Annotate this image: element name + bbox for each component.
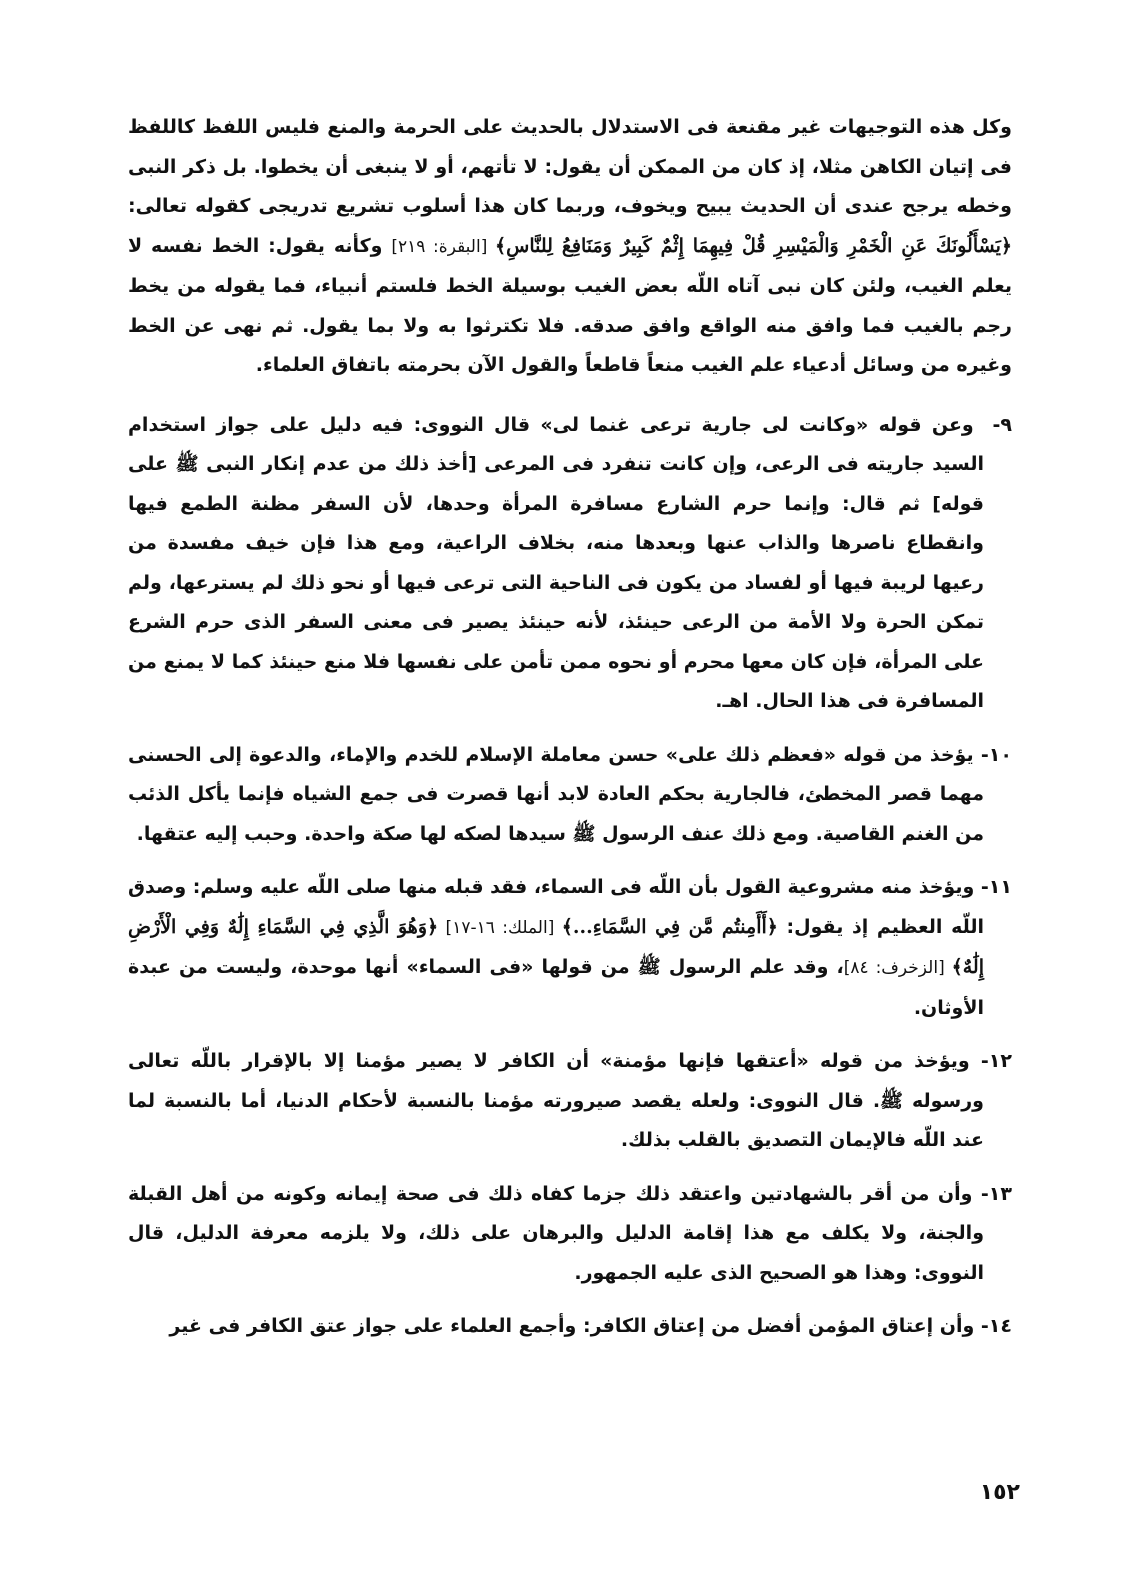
quran-verse-mulk: ﴿أَأَمِنتُم مَّن فِي السَّمَاءِ...﴾: [561, 915, 778, 938]
item-number: ١٢-: [980, 1050, 1012, 1072]
item-text: وأن إعتاق المؤمن أفضل من إعتاق الكافر: وأجمع العلماء على جواز عتق الكافر فى غير: [169, 1315, 975, 1337]
item-number: ١٠-: [980, 743, 1012, 766]
item-number: ١٤-: [980, 1315, 1012, 1337]
list-item-9: [128, 406, 1012, 722]
list-item-11: [128, 868, 1012, 1028]
item-number: ١٣-: [980, 1182, 1012, 1205]
item-text: ويؤخذ من قوله «أعتقها فإنها مؤمنة» أن الكافر لا يصير مؤمنا إلا بالإقرار باللّه تعالى ورسوله ﷺ. قال النووى: ولعله يقصد صيرورته مؤمنا بالنسبة لأحكام الدنيا، أما بالنسبة لما عند اللّه فالإيمان التصديق بالقلب بذلك.: [128, 1050, 984, 1151]
intro-paragraph: [128, 108, 1012, 386]
verse-reference-mulk: [الملك: ١٦-١٧]: [438, 917, 562, 938]
list-item-12: [128, 1042, 1012, 1161]
item-number: ١١-: [980, 876, 1012, 898]
item-text-after: ، وقد علم الرسول ﷺ من قولها «فى السماء» أنها موحدة، وليست من عبدة الأوثان.: [128, 956, 984, 1019]
page-number: ١٥٢: [979, 1480, 1020, 1505]
intro-text-part1: وكل هذه التوجيهات غير مقنعة فى الاستدلال بالحديث على الحرمة والمنع فليس اللفظ كاللفظ فى إتيان الكاهن مثلا، إذ كان من الممكن أن يقول: لا تأتهم، أو لا ينبغى أن يخطوا. بل ذكر النبى وخطه يرجح عندى أن الحديث يبيح ويخوف، وربما كان هذا أسلوب تشريع تدريجى كقوله تعالى:: [128, 116, 1012, 217]
item-number: ٩-: [992, 413, 1013, 436]
verse-reference-zukhruf: [الزخرف: ٨٤]: [843, 958, 952, 978]
item-text: وأن من أقر بالشهادتين واعتقد ذلك جزما كفاه ذلك فى صحة إيمانه وكونه من أهل القبلة والجنة، ولا يكلف مع هذا إقامة الدليل والبرهان على ذلك، ولا يلزمه معرفة الدليل، قال النووى: وهذا هو الصحيح الذى عليه الجمهور.: [128, 1182, 984, 1284]
list-item-13: [128, 1175, 1012, 1294]
list-item-14: [128, 1307, 1012, 1347]
verse-reference-baqarah: [البقرة: ٢١٩]: [391, 236, 496, 257]
item-text-before: ويؤخذ منه مشروعية القول بأن اللّه فى السماء، فقد قبله منها صلى اللّه عليه وسلم: وصدق اللّه العظيم إذ يقول:: [128, 876, 984, 938]
page-body: [128, 108, 1012, 1361]
list-item-10: [128, 736, 1012, 855]
quran-verse-baqarah: ﴿يَسْأَلُونَكَ عَنِ الْخَمْرِ وَالْمَيْسِرِ قُلْ فِيهِمَا إِثْمٌ كَبِيرٌ وَمَنَافِعُ لِلنَّاسِ﴾: [495, 234, 1012, 257]
quran-verse-zukhruf: ﴿وَهُوَ الَّذِي فِي السَّمَاءِ إِلَٰهٌ وَفِي الْأَرْضِ إِلَٰهٌ﴾: [128, 915, 984, 978]
item-text: وعن قوله «وكانت لى جارية ترعى غنما لى» قال النووى: فيه دليل على جواز استخدام السيد جاريته فى الرعى، وإن كانت تنفرد فى المرعى [أخذ ذلك من عدم إنكار النبى ﷺ على قوله] ثم قال: وإنما حرم الشارع مسافرة المرأة وحدها، لأن السفر مظنة الطمع فيها وانقطاع ناصرها والذاب عنها وبعدها منه، بخلاف الراعية، ومع هذا فإن خيف مفسدة من رعيها لريبة فيها أو لفساد من يكون فى الناحية التى ترعى فيها أو نحو ذلك لم يسترعها، ولم تمكن الحرة ولا الأمة من الرعى حينئذ، لأنه حينئذ يصير فى معنى السفر الذى حرم الشرع على المرأة، فإن كان معها محرم أو نحوه ممن تأمن على نفسها فلا منع حينئذ كما لا يمنع من المسافرة فى هذا الحال. اهـ.: [128, 413, 984, 712]
intro-text-part2: وكأنه يقول: الخط نفسه لا يعلم الغيب، ولئن كان نبى آتاه اللّه بعض الغيب بوسيلة الخط فلستم أنبياء، فما يقوله من يخط رجم بالغيب فما وافق منه الواقع وافق صدقه. فلا تكترثوا به ولا بما يقول. ثم نهى عن الخط وغيره من وسائل أدعياء علم الغيب منعاً قاطعاً والقول الآن بحرمته باتفاق العلماء.: [128, 234, 1012, 376]
item-text: يؤخذ من قوله «فعظم ذلك على» حسن معاملة الإسلام للخدم والإماء، والدعوة إلى الحسنى مهما قصر المخطئ، فالجارية بحكم العادة لابد أنها قصرت فى جمع الشياه فإنما يأكل الذئب من الغنم القاصية. ومع ذلك عنف الرسول ﷺ سيدها لصكه لها صكة واحدة. وحبب إليه عتقها.: [128, 743, 984, 845]
